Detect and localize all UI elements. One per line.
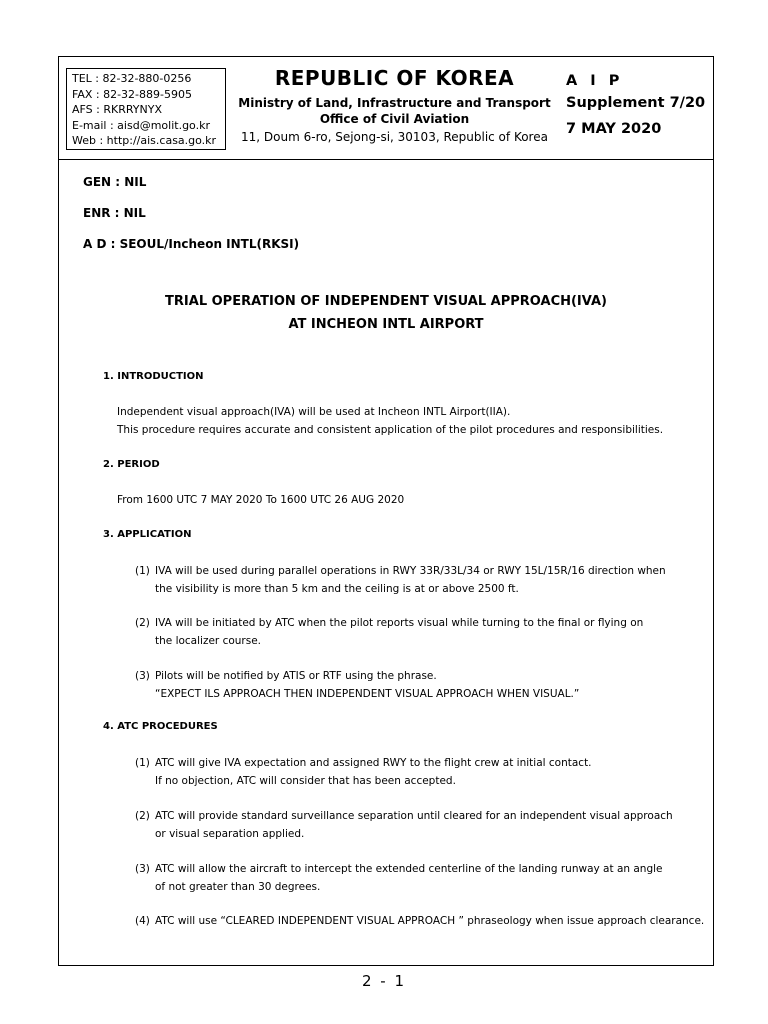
contact-email: E-mail : aisd@molit.go.kr bbox=[72, 118, 210, 132]
item-text-continued: or visual separation applied. bbox=[155, 827, 305, 840]
header-date: 7 MAY 2020 bbox=[566, 121, 662, 137]
item-text-continued: the localizer course. bbox=[155, 634, 262, 647]
item-text: ATC will use “CLEARED INDEPENDENT VISUAL APPROACH ” phraseology when issue approach clearance. bbox=[155, 915, 705, 927]
document-title-line1: TRIAL OPERATION OF INDEPENDENT VISUAL APPROACH(IVA) bbox=[165, 294, 607, 309]
part-enr: ENR : NIL bbox=[83, 206, 146, 220]
item-number: (1) bbox=[135, 565, 150, 577]
contact-fax: FAX : 82-32-889-5905 bbox=[72, 87, 192, 101]
contact-tel: TEL : 82-32-880-0256 bbox=[72, 72, 192, 85]
application-item bbox=[135, 615, 643, 650]
application-item bbox=[135, 668, 579, 703]
page-number: 2 - 1 bbox=[361, 972, 407, 990]
application-item bbox=[135, 563, 666, 598]
affected-parts bbox=[83, 175, 299, 268]
document-title-line2: AT INCHEON INTL AIRPORT bbox=[288, 317, 484, 332]
introduction-line: This procedure requires accurate and consistent application of the pilot procedures and responsibilities. bbox=[117, 423, 664, 436]
atc-procedure-item bbox=[135, 808, 673, 843]
item-text: ATC will allow the aircraft to intercept the extended centerline of the landing runway at an angle bbox=[155, 863, 663, 875]
header-address: 11, Doum 6-ro, Sejong-si, 30103, Republic of Korea bbox=[241, 130, 548, 144]
part-gen: GEN : NIL bbox=[83, 175, 147, 189]
atc-procedure-item bbox=[135, 913, 704, 931]
item-text: IVA will be initiated by ATC when the pilot reports visual while turning to the final or flying on bbox=[155, 617, 644, 629]
atc-procedure-item bbox=[135, 861, 663, 896]
item-text-continued: “EXPECT ILS APPROACH THEN INDEPENDENT VISUAL APPROACH WHEN VISUAL.” bbox=[155, 687, 580, 700]
header-right bbox=[566, 73, 705, 137]
section-heading-period: 2. PERIOD bbox=[103, 459, 160, 470]
document-title bbox=[59, 290, 713, 336]
header-center bbox=[237, 66, 552, 147]
part-ad: A D : SEOUL/Incheon INTL(RKSI) bbox=[83, 237, 300, 251]
header-ministry: Ministry of Land, Infrastructure and Transport bbox=[238, 96, 551, 110]
item-number: (2) bbox=[135, 810, 150, 822]
item-text: ATC will provide standard surveillance separation until cleared for an independent visual approach bbox=[155, 810, 673, 822]
page-frame bbox=[58, 56, 714, 966]
contact-web: Web : http://ais.casa.go.kr bbox=[72, 134, 217, 148]
header-aip: A I P bbox=[566, 73, 624, 89]
atc-procedure-item bbox=[135, 755, 592, 790]
item-text-continued: of not greater than 30 degrees. bbox=[155, 880, 321, 893]
period-text: From 1600 UTC 7 MAY 2020 To 1600 UTC 26 AUG 2020 bbox=[117, 494, 405, 506]
section-heading-introduction: 1. INTRODUCTION bbox=[103, 371, 204, 382]
item-number: (2) bbox=[135, 617, 150, 629]
item-number: (4) bbox=[135, 915, 150, 927]
header-title: REPUBLIC OF KOREA bbox=[274, 66, 515, 90]
introduction-line: Independent visual approach(IVA) will be used at Incheon INTL Airport(IIA). bbox=[117, 406, 511, 418]
item-number: (1) bbox=[135, 757, 150, 769]
item-number: (3) bbox=[135, 863, 150, 875]
introduction-text bbox=[117, 404, 663, 439]
header-divider bbox=[59, 159, 713, 160]
section-heading-atc-procedures: 4. ATC PROCEDURES bbox=[103, 721, 218, 732]
header-supplement: Supplement 7/20 bbox=[566, 95, 706, 111]
item-text: IVA will be used during parallel operations in RWY 33R/33L/34 or RWY 15L/15R/16 direction when bbox=[155, 565, 666, 577]
item-text: Pilots will be notified by ATIS or RTF using the phrase. bbox=[155, 670, 437, 682]
item-number: (3) bbox=[135, 670, 150, 682]
section-heading-application: 3. APPLICATION bbox=[103, 529, 192, 540]
item-text: ATC will give IVA expectation and assigned RWY to the flight crew at initial contact. bbox=[155, 757, 592, 769]
header-office: Office of Civil Aviation bbox=[319, 112, 470, 126]
item-text-continued: If no objection, ATC will consider that has been accepted. bbox=[155, 774, 456, 787]
item-text-continued: the visibility is more than 5 km and the ceiling is at or above 2500 ft. bbox=[155, 582, 519, 595]
contact-box bbox=[66, 68, 226, 150]
contact-afs: AFS : RKRRYNYX bbox=[72, 103, 162, 117]
